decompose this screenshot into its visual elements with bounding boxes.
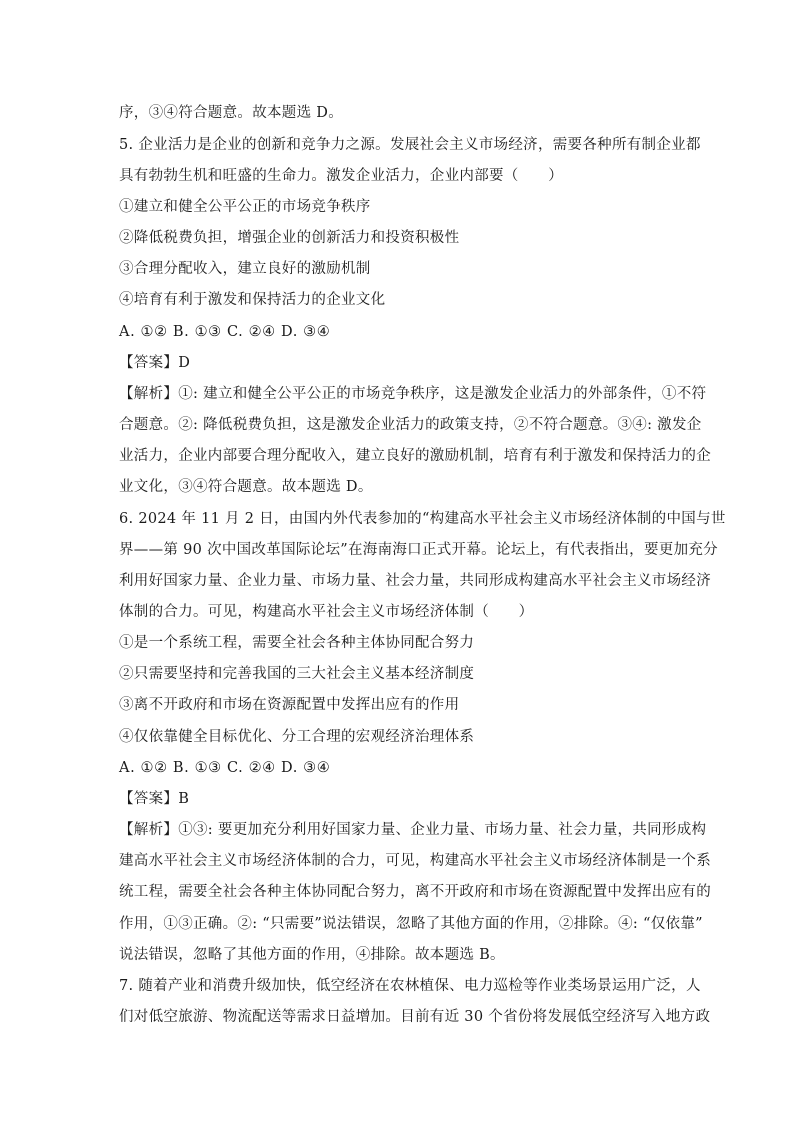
question-5-answer: 【答案】D <box>119 355 191 371</box>
question-5-statement: ①建立和健全公平公正的市场竞争秩序 <box>119 199 371 215</box>
question-6-explanation: 建高水平社会主义市场经济体制的合力，可见，构建高水平社会主义市场经济体制是一个系 <box>119 853 711 869</box>
question-6-statement: ①是一个系统工程，需要全社会各种主体协同配合努力 <box>119 635 475 651</box>
question-6-stem: 界——第 90 次中国改革国际论坛”在海南海口正式开幕。论坛上，有代表指出，要更加充分 <box>119 542 718 558</box>
question-6-statement: ③离不开政府和市场在资源配置中发挥出应有的作用 <box>119 697 460 713</box>
question-6-options: A. ①② B. ①③ C. ②④ D. ③④ <box>119 760 331 776</box>
question-6-answer: 【答案】B <box>119 791 190 807</box>
question-7-stem: 7. 随着产业和消费升级加快，低空经济在农林植保、电力巡检等作业类场景运用广泛，人 <box>119 978 701 994</box>
question-5-explanation: 合题意。②: 降低税费负担，这是激发企业活力的政策支持，②不符合题意。③④: 激发企 <box>119 417 702 433</box>
question-6-explanation: 统工程，需要全社会各种主体协同配合努力，离不开政府和市场在资源配置中发挥出应有的 <box>119 884 711 900</box>
question-5-options: A. ①② B. ①③ C. ②④ D. ③④ <box>119 324 331 340</box>
question-5-explanation: 业文化，③④符合题意。故本题选 D。 <box>119 479 373 495</box>
question-5-stem: 5. 企业活力是企业的创新和竞争力之源。发展社会主义市场经济，需要各种所有制企业都 <box>119 137 701 153</box>
text-line: 序，③④符合题意。故本题选 D。 <box>119 105 344 121</box>
question-5-explanation: 业活力，企业内部要合理分配收入，建立良好的激励机制，培育有利于激发和保持活力的企 <box>119 448 711 464</box>
question-6-explanation: 作用，①③正确。②: “只需要”说法错误，忽略了其他方面的作用，②排除。④: “仅依靠” <box>119 916 703 932</box>
question-6-explanation: 说法错误，忽略了其他方面的作用，④排除。故本题选 B。 <box>119 947 505 963</box>
question-5-statement: ④培育有利于激发和保持活力的企业文化 <box>119 292 386 308</box>
question-5-statement: ③合理分配收入，建立良好的激励机制 <box>119 261 371 277</box>
question-6-explanation: 【解析】①③: 要更加充分利用好国家力量、企业力量、市场力量、社会力量，共同形成构 <box>119 822 707 838</box>
question-5-explanation: 【解析】①: 建立和健全公平公正的市场竞争秩序，这是激发企业活力的外部条件，①不符 <box>119 386 707 402</box>
question-6-stem: 6. 2024 年 11 月 2 日，由国内外代表参加的“构建高水平社会主义市场经济体制的中国与世 <box>119 511 726 527</box>
question-6-stem: 体制的合力。可见，构建高水平社会主义市场经济体制（ ） <box>119 604 534 620</box>
question-6-statement: ②只需要坚持和完善我国的三大社会主义基本经济制度 <box>119 666 475 682</box>
question-5-statement: ②降低税费负担，增强企业的创新活力和投资积极性 <box>119 230 460 246</box>
question-7-stem: 们对低空旅游、物流配送等需求日益增加。目前有近 30 个省份将发展低空经济写入地方政 <box>119 1009 711 1025</box>
question-5-stem: 具有勃勃生机和旺盛的生命力。激发企业活力，企业内部要（ ） <box>119 168 563 184</box>
question-6-statement: ④仅依靠健全目标优化、分工合理的宏观经济治理体系 <box>119 729 475 745</box>
question-6-stem: 利用好国家力量、企业力量、市场力量、社会力量，共同形成构建高水平社会主义市场经济 <box>119 573 711 589</box>
